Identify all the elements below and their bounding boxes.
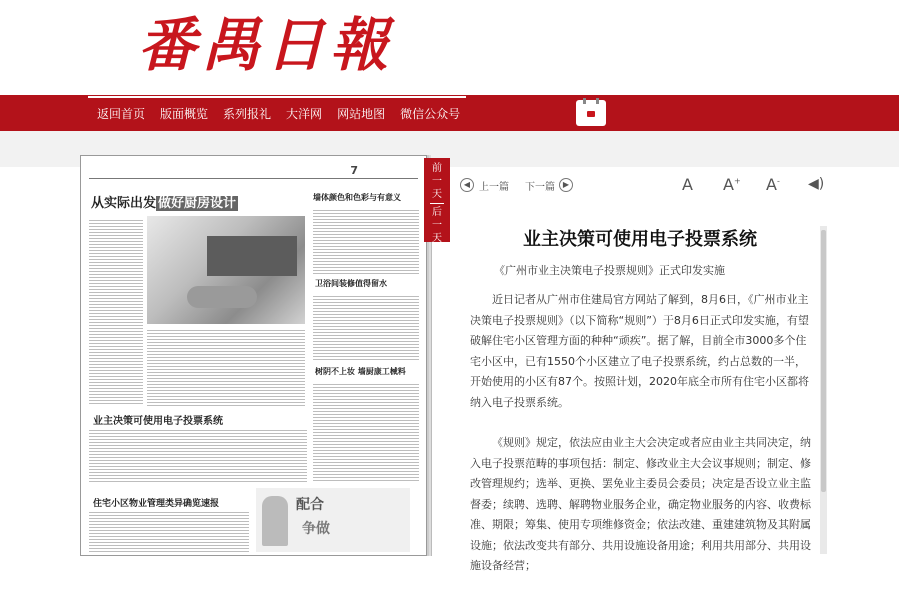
public-service-ad[interactable] (256, 488, 410, 552)
text-column (147, 328, 305, 406)
text-column (89, 428, 307, 484)
calendar-mark (587, 111, 595, 117)
side-headline-2[interactable]: 卫浴间装修值得留水 (315, 279, 387, 288)
tab-char: 一 (432, 176, 442, 187)
text-column (89, 510, 249, 552)
newspaper-page[interactable] (80, 155, 427, 556)
page-headline-highlight: 做好厨房设计 (158, 196, 237, 211)
page-number: 7 (350, 164, 358, 177)
text-column (89, 218, 143, 406)
article-title: 业主决策可使用电子投票系统 (523, 229, 757, 250)
calendar-ring (596, 98, 599, 104)
tab-char: 后 (432, 207, 442, 218)
nav-links (97, 95, 475, 131)
newspaper-logo[interactable]: 番禺日報 (138, 11, 395, 79)
nav-overview-link[interactable]: 版面概览 (160, 106, 209, 121)
next-arrow-icon[interactable]: ▶ (559, 178, 573, 192)
prev-arrow-icon[interactable]: ◀ (460, 178, 474, 192)
tab-char: 天 (432, 233, 442, 244)
ad-line-2: 争做 (302, 521, 330, 537)
page-headline[interactable] (91, 192, 238, 211)
tab-divider (430, 203, 444, 204)
next-article-link[interactable]: 下一篇 (525, 182, 555, 193)
plus-icon: + (733, 176, 741, 186)
side-headline-1[interactable]: 墙体颜色和色彩与有意义 (313, 193, 401, 202)
ad-line-1: 配合 (296, 497, 324, 513)
article-toolbar (455, 175, 830, 197)
font-a-minus-label: A (766, 175, 777, 194)
masthead (0, 0, 899, 95)
font-increase-button[interactable] (723, 175, 741, 194)
article-paragraph: 《规则》规定，依法应由业主大会决定或者应由业主共同决定，纳入电子投票范畴的事项包括：制定、修改业主大会议事规则；制定、修改管理规约；选举、更换、罢免业主委员会委员；决定是否设立业主监督委；续聘、选聘、解聘物业服务企业，确定物业服务的内容、收费标准、期限；筹集、使用专项维修资金；依法改建、重建建筑物及其附属设施；依法改变共有部分、共用设施设备用途；利用共用部分、共用设施设备经营； (470, 436, 811, 572)
text-column (313, 208, 419, 274)
page-bottom-headline[interactable]: 住宅小区物业管理类异确览速报 (93, 499, 220, 509)
issue-weekday: 星期五 (757, 200, 797, 215)
calendar-ring (583, 98, 586, 104)
article-paragraph: 近日记者从广州市住建局官方网站了解到，8月6日，《广州市业主决策电子投票规则》（以下简称“规则”）于8月6日正式印发实施，有望破解住宅小区管理方面的种种“顽疾”。据了解，目前全市3000多个住宅小区中，已有1550个小区建立了电子投票系统，约占总数的一半，开始使用的小区有87个。按照计划，2020年底全市所有住宅小区都将纳入电子投票系统。 (470, 293, 809, 409)
speaker-icon[interactable]: ◀) (808, 176, 825, 192)
side-headline-3[interactable]: 树阴不上妆 墙厨康工械料 (315, 367, 406, 376)
minus-icon: - (776, 176, 780, 186)
tab-char: 天 (432, 189, 442, 200)
prev-article-link[interactable]: 上一篇 (479, 182, 509, 193)
ad-figure (262, 496, 288, 546)
day-switch-tab (424, 158, 450, 242)
font-decrease-button[interactable] (766, 175, 780, 194)
nav-wechat-link[interactable]: 微信公众号 (400, 106, 461, 121)
issue-date-full: 2019年08月16日 (636, 200, 748, 215)
page-header (89, 164, 418, 179)
page-mid-headline[interactable]: 业主决策可使用电子投票系统 (93, 416, 223, 427)
next-day-link[interactable] (424, 206, 450, 245)
calendar-icon[interactable] (576, 100, 606, 126)
article-scrollbar-thumb[interactable] (821, 230, 826, 492)
font-reset-button[interactable] (682, 175, 693, 194)
text-column (313, 294, 419, 360)
text-column (313, 382, 419, 482)
article-subtitle: 《广州市业主决策电子投票规则》正式印发实施 (494, 264, 725, 277)
nav-sitemap-link[interactable]: 网站地图 (337, 106, 386, 121)
article-body (470, 290, 815, 597)
nav-dayoo-link[interactable]: 大洋网 (286, 106, 323, 121)
prev-day-link[interactable] (424, 158, 450, 201)
kitchen-photo[interactable] (147, 216, 305, 324)
photo-cabinet (207, 236, 297, 276)
nav-series-link[interactable]: 系列报礼 (223, 106, 272, 121)
photo-table (187, 286, 257, 308)
nav-home-link[interactable]: 返回首页 (97, 106, 146, 121)
page-headline-plain: 从实际出发 (91, 196, 157, 211)
font-a-label: A (682, 175, 693, 194)
tab-char: 一 (432, 220, 442, 231)
font-a-plus-label: A (723, 175, 734, 194)
tab-char: 前 (432, 163, 442, 174)
